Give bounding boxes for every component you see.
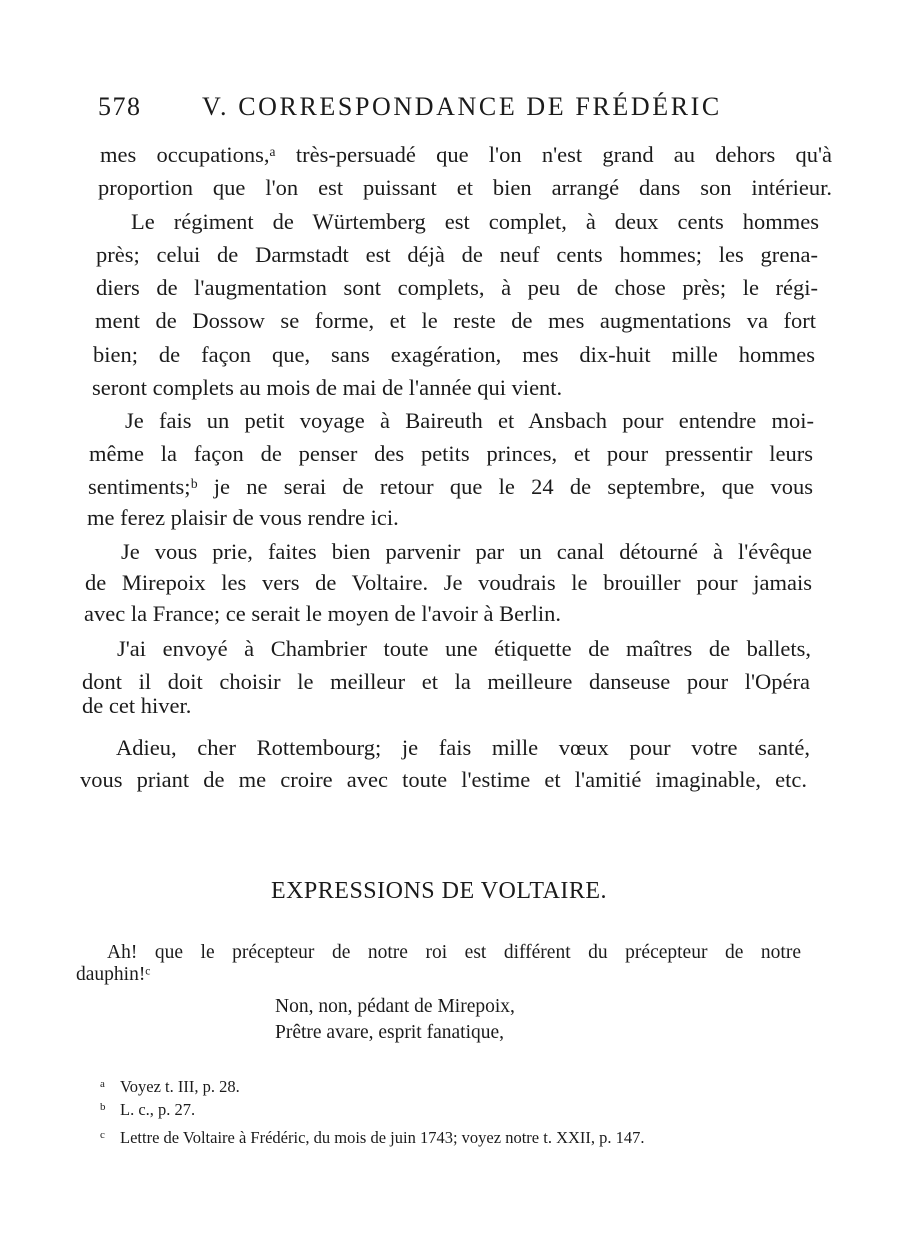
text-line: dont il doit choisir le meilleur et la meilleure danseuse pour l'Opéra xyxy=(82,669,810,694)
running-title: V. CORRESPONDANCE DE FRÉDÉRIC xyxy=(202,92,722,121)
text-line: de Mirepoix les vers de Voltaire. Je voudrais le brouiller pour jamais xyxy=(85,570,812,595)
text-line: de cet hiver. xyxy=(82,693,192,718)
text-line: Le régiment de Würtemberg est complet, à deux cents hommes xyxy=(131,209,819,234)
section-title: EXPRESSIONS DE VOLTAIRE. xyxy=(270,878,608,904)
page-number: 578 xyxy=(98,92,142,121)
text-line: même la façon de penser des petits princes, et pour pressentir leurs xyxy=(89,441,813,466)
text-line: J'ai envoyé à Chambrier toute une étiquette de maîtres de ballets, xyxy=(117,636,811,661)
text-line: mes occupations,ᵃ très-persuadé que l'on n'est grand au dehors qu'à xyxy=(100,142,832,167)
footnote-c xyxy=(100,1124,645,1149)
text-line: avec la France; ce serait le moyen de l'avoir à Berlin. xyxy=(84,601,561,626)
text-line: ment de Dossow se forme, et le reste de mes augmentations va fort xyxy=(95,308,816,333)
text-line: Je vous prie, faites bien parvenir par un canal détourné à l'évêque xyxy=(121,539,812,564)
text-line: près; celui de Darmstadt est déjà de neuf cents hommes; les grena- xyxy=(96,242,818,267)
text-line: vous priant de me croire avec toute l'estime et l'amitié imaginable, etc. xyxy=(80,767,807,792)
text-line: sentiments;ᵇ je ne serai de retour que le 24 de septembre, que vous xyxy=(88,474,813,499)
text-line: seront complets au mois de mai de l'année qui vient. xyxy=(92,375,563,400)
text-line: Adieu, cher Rottembourg; je fais mille vœux pour votre santé, xyxy=(116,735,810,760)
footnote-a xyxy=(100,1073,240,1098)
footnote-mark: b xyxy=(100,1101,106,1113)
quote-line: dauphin!ᶜ xyxy=(76,964,151,985)
text-line: bien; de façon que, sans exagération, mes dix-huit mille hommes xyxy=(93,342,815,367)
text-line: Je fais un petit voyage à Baireuth et Ansbach pour entendre moi- xyxy=(125,408,814,433)
text-line: proportion que l'on est puissant et bien arrangé dans son intérieur. xyxy=(98,175,832,200)
verse-line: Non, non, pédant de Mirepoix, xyxy=(275,996,515,1017)
footnote-text: L. c., p. 27. xyxy=(120,1100,196,1119)
footnote-b xyxy=(100,1096,195,1121)
verse-line: Prêtre avare, esprit fanatique, xyxy=(275,1022,505,1043)
quote-line: Ah! que le précepteur de notre roi est différent du précepteur de notre xyxy=(107,942,801,963)
running-head xyxy=(98,92,738,128)
footnote-text: Voyez t. III, p. 28. xyxy=(120,1077,240,1096)
footnote-mark: a xyxy=(100,1078,105,1090)
footnote-mark: c xyxy=(100,1129,105,1141)
footnote-text: Lettre de Voltaire à Frédéric, du mois de juin 1743; voyez notre t. XXII, p. 147. xyxy=(120,1128,645,1147)
text-line: diers de l'augmentation sont complets, à peu de chose près; le régi- xyxy=(96,275,818,300)
text-line: me ferez plaisir de vous rendre ici. xyxy=(87,505,399,530)
